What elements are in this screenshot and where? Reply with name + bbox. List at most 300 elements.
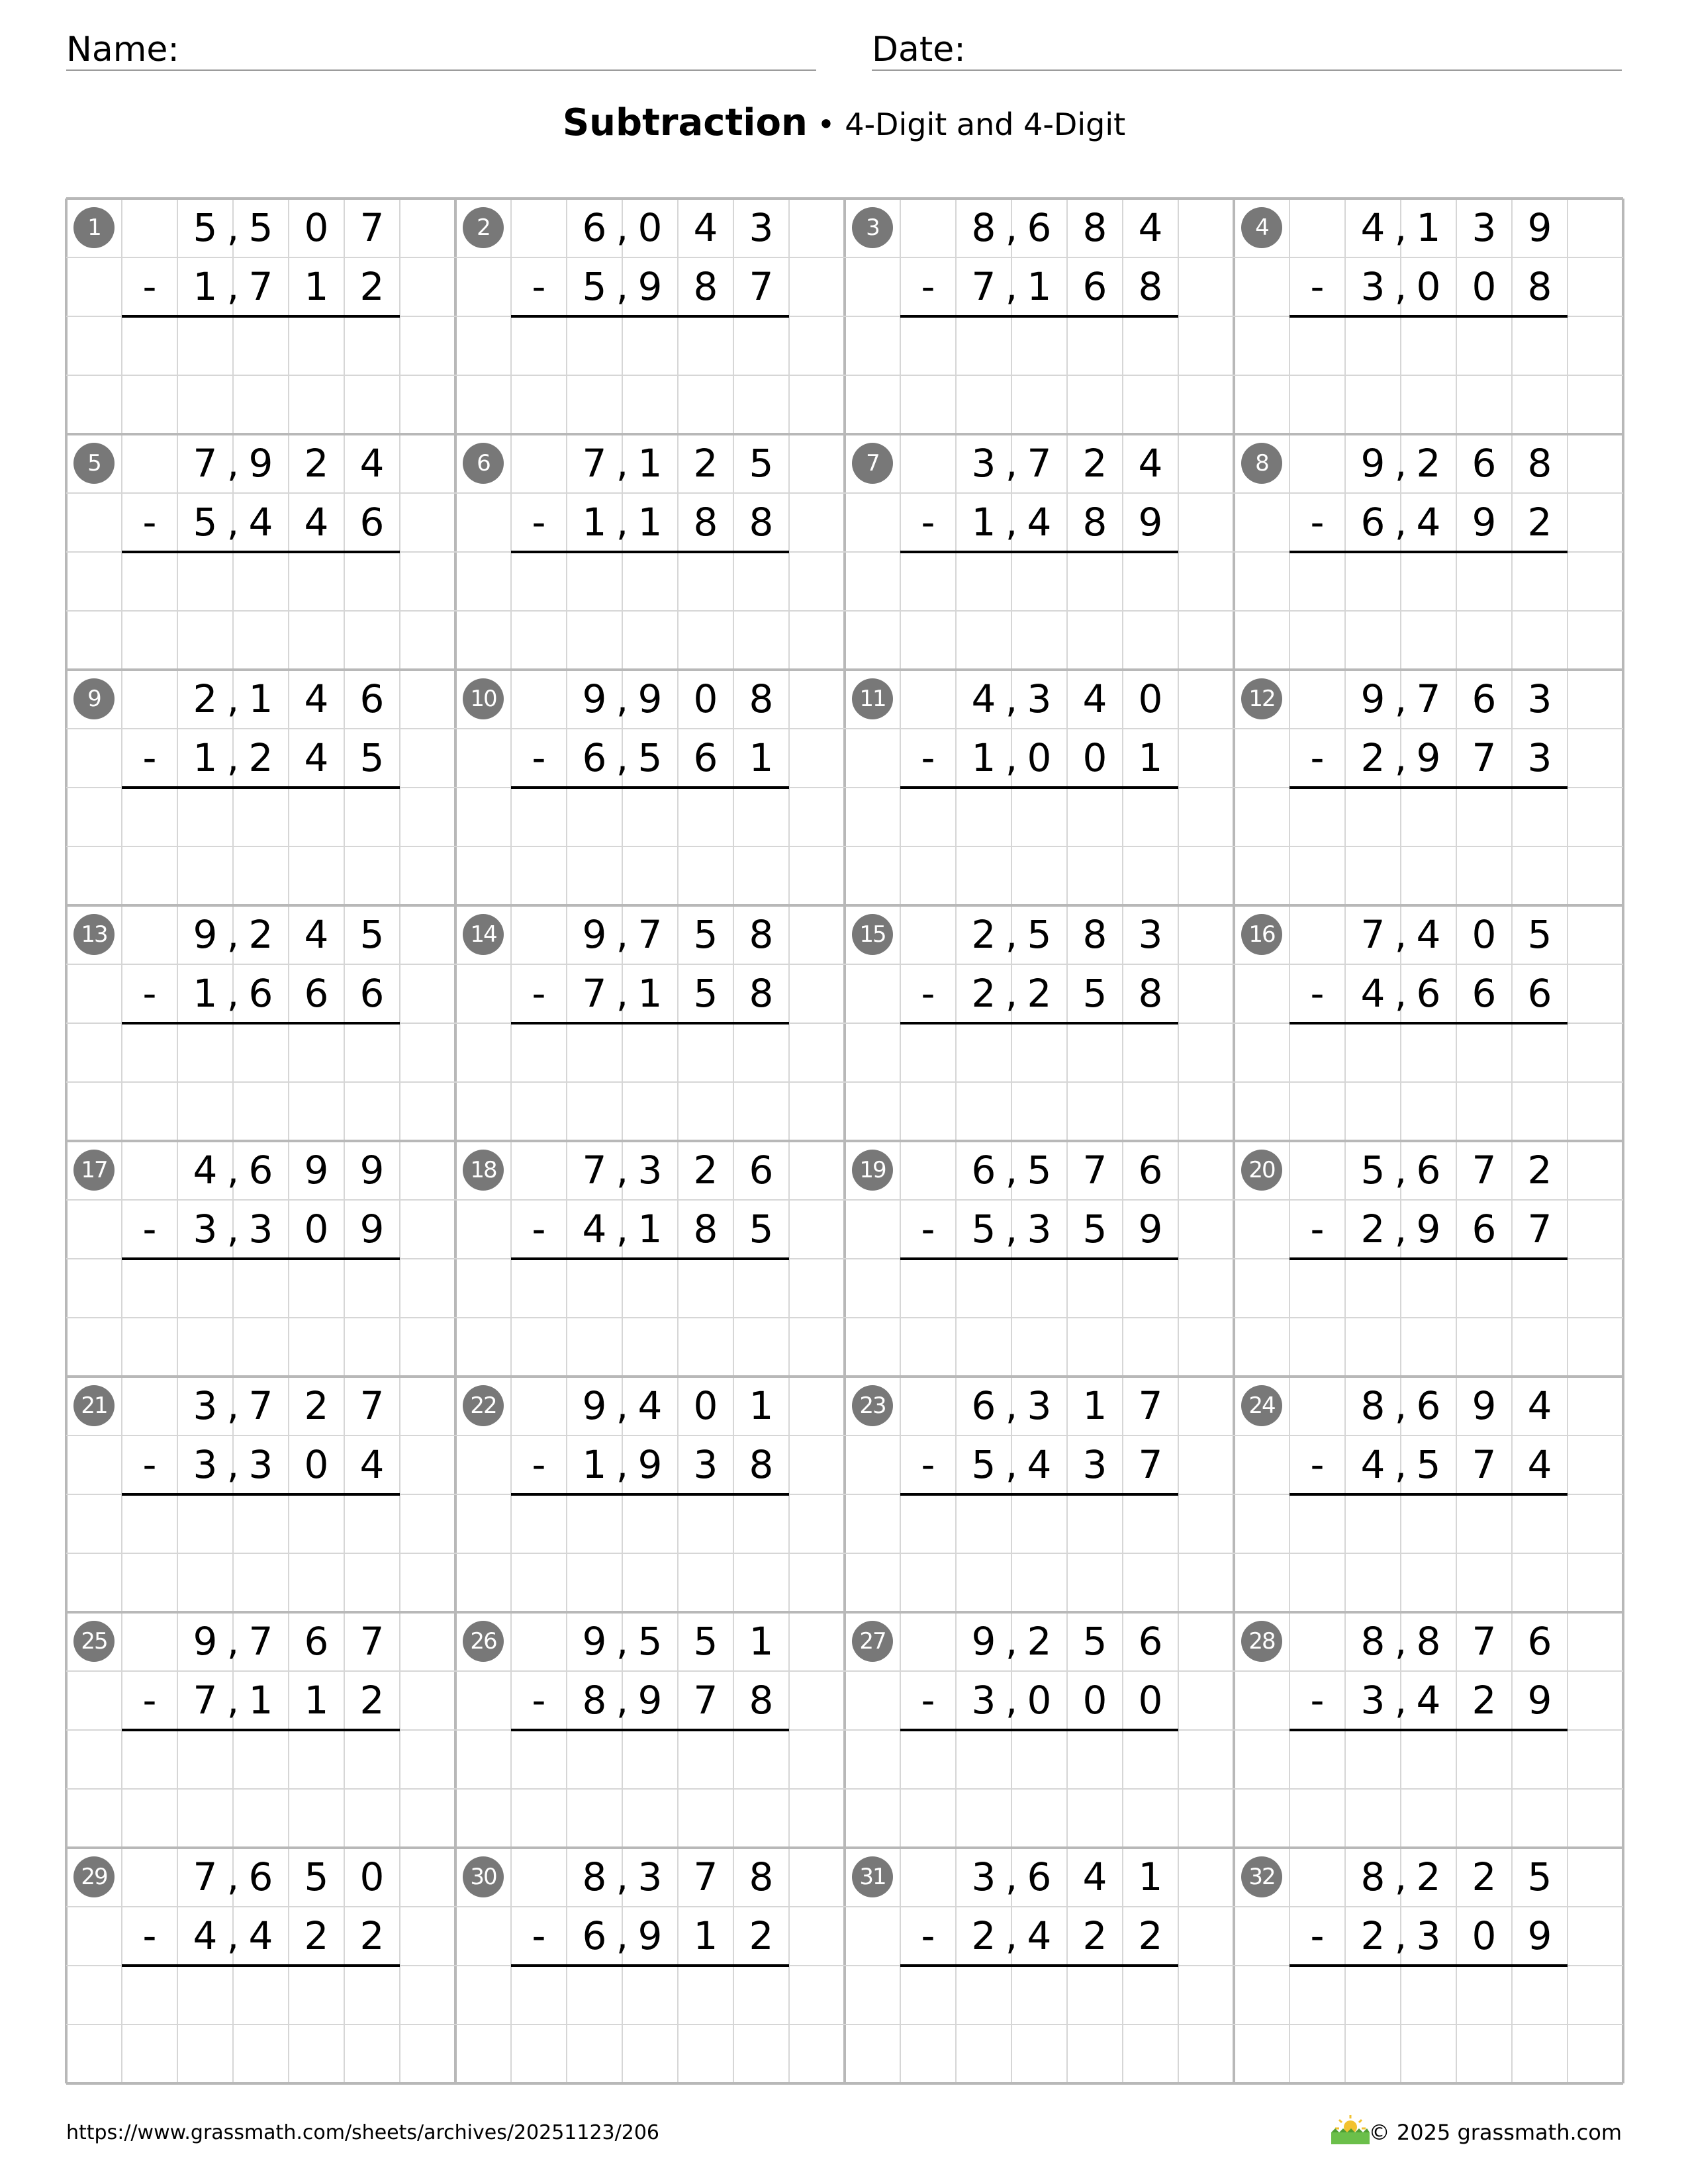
minus-operator: - — [532, 971, 546, 1016]
answer-area[interactable] — [1289, 1966, 1568, 2083]
subtrahend-digit: 6 — [359, 500, 385, 545]
minuend-digit: 2 — [248, 912, 273, 957]
subtrahend-digit: 1 — [582, 500, 607, 545]
thousands-separator: , — [1394, 1913, 1407, 1958]
minuend-digit: 9 — [637, 676, 663, 721]
thousands-separator: , — [616, 1619, 629, 1664]
problem-number: 17 — [81, 1157, 107, 1183]
subtrahend-digit: 4 — [1027, 500, 1052, 545]
answer-area[interactable] — [900, 788, 1178, 905]
minuend-digit: 5 — [359, 912, 385, 957]
minuend-digit: 6 — [1138, 1619, 1163, 1664]
thousands-separator: , — [1005, 971, 1018, 1016]
problem-number: 2 — [477, 214, 490, 241]
minus-operator: - — [921, 735, 935, 780]
minuend-digit: 6 — [971, 1148, 996, 1193]
thousands-separator: , — [1394, 500, 1407, 545]
minuend-digit: 0 — [1472, 912, 1497, 957]
answer-area[interactable] — [900, 1259, 1178, 1377]
minuend-digit: 3 — [1527, 676, 1552, 721]
thousands-separator: , — [226, 1206, 240, 1251]
problem-number: 4 — [1255, 214, 1268, 241]
thousands-separator: , — [226, 1383, 240, 1428]
problem-number: 21 — [81, 1392, 107, 1419]
answer-area[interactable] — [900, 1023, 1178, 1141]
minus-operator: - — [532, 1206, 546, 1251]
thousands-separator: , — [1005, 1206, 1018, 1251]
answer-area[interactable] — [1289, 552, 1568, 670]
minuend-digit: 4 — [1138, 205, 1163, 250]
minuend-digit: 8 — [1082, 205, 1107, 250]
subtrahend-digit: 5 — [971, 1442, 996, 1487]
subtrahend-digit: 5 — [971, 1206, 996, 1251]
minuend-digit: 1 — [749, 1619, 774, 1664]
subtrahend-digit: 3 — [1027, 1206, 1052, 1251]
minus-operator: - — [921, 1442, 935, 1487]
answer-area[interactable] — [122, 1730, 400, 1848]
minuend-digit: 8 — [1360, 1854, 1385, 1899]
subtrahend-digit: 5 — [1082, 1206, 1107, 1251]
answer-area[interactable] — [122, 788, 400, 905]
subtrahend-digit: 6 — [1416, 971, 1441, 1016]
minuend-digit: 4 — [1360, 205, 1385, 250]
subtrahend-digit: 9 — [359, 1206, 385, 1251]
subtrahend-digit: 4 — [1527, 1442, 1552, 1487]
thousands-separator: , — [1005, 676, 1018, 721]
thousands-separator: , — [1394, 912, 1407, 957]
minuend-digit: 7 — [637, 912, 663, 957]
minuend-digit: 9 — [582, 676, 607, 721]
minuend-digit: 4 — [1527, 1383, 1552, 1428]
subtrahend-digit: 7 — [193, 1678, 218, 1723]
subtrahend-digit: 5 — [1082, 971, 1107, 1016]
answer-area[interactable] — [122, 1023, 400, 1141]
thousands-separator: , — [226, 735, 240, 780]
subtrahend-digit: 4 — [248, 500, 273, 545]
minus-operator: - — [142, 1678, 157, 1723]
minuend-digit: 7 — [248, 1383, 273, 1428]
problem-number: 11 — [859, 686, 886, 712]
answer-area[interactable] — [511, 1259, 789, 1377]
thousands-separator: , — [1005, 264, 1018, 309]
minuend-digit: 4 — [637, 1383, 663, 1428]
minuend-digit: 2 — [971, 912, 996, 957]
minuend-digit: 4 — [693, 205, 718, 250]
thousands-separator: , — [226, 205, 240, 250]
subtrahend-digit: 6 — [304, 971, 329, 1016]
subtrahend-digit: 6 — [1082, 264, 1107, 309]
minuend-digit: 0 — [1138, 676, 1163, 721]
minuend-digit: 6 — [582, 205, 607, 250]
subtrahend-digit: 9 — [637, 264, 663, 309]
problem-number: 27 — [859, 1628, 886, 1655]
subtrahend-digit: 1 — [582, 1442, 607, 1487]
subtrahend-digit: 2 — [359, 1913, 385, 1958]
subtrahend-digit: 5 — [582, 264, 607, 309]
subtrahend-digit: 2 — [1472, 1678, 1497, 1723]
subtrahend-digit: 8 — [749, 500, 774, 545]
minuend-digit: 9 — [1527, 205, 1552, 250]
problem-number: 1 — [87, 214, 101, 241]
subtrahend-digit: 7 — [1472, 735, 1497, 780]
problem-number: 12 — [1248, 686, 1275, 712]
minuend-digit: 8 — [582, 1854, 607, 1899]
minus-operator: - — [142, 1913, 157, 1958]
minus-operator: - — [532, 500, 546, 545]
minuend-digit: 3 — [971, 441, 996, 486]
thousands-separator: , — [1394, 1148, 1407, 1193]
answer-area[interactable] — [1289, 1259, 1568, 1377]
answer-area[interactable] — [1289, 1730, 1568, 1848]
subtrahend-digit: 9 — [1416, 735, 1441, 780]
minuend-digit: 7 — [1027, 441, 1052, 486]
name-label: Name: — [66, 30, 179, 69]
subtrahend-digit: 9 — [1138, 500, 1163, 545]
subtrahend-digit: 1 — [693, 1913, 718, 1958]
subtrahend-digit: 1 — [637, 500, 663, 545]
thousands-separator: , — [226, 1678, 240, 1723]
thousands-separator: , — [616, 441, 629, 486]
subtrahend-digit: 7 — [1472, 1442, 1497, 1487]
answer-area[interactable] — [122, 552, 400, 670]
minuend-digit: 9 — [971, 1619, 996, 1664]
minuend-digit: 7 — [1472, 1148, 1497, 1193]
footer-copyright: © 2025 grassmath.com — [1368, 2120, 1622, 2145]
subtrahend-digit: 7 — [1138, 1442, 1163, 1487]
subtrahend-digit: 1 — [304, 264, 329, 309]
minuend-digit: 4 — [1082, 1854, 1107, 1899]
subtrahend-digit: 2 — [749, 1913, 774, 1958]
subtrahend-digit: 2 — [1082, 1913, 1107, 1958]
answer-area[interactable] — [511, 1966, 789, 2083]
thousands-separator: , — [1394, 205, 1407, 250]
subtrahend-digit: 4 — [1360, 1442, 1385, 1487]
thousands-separator: , — [226, 676, 240, 721]
thousands-separator: , — [616, 264, 629, 309]
minuend-digit: 8 — [971, 205, 996, 250]
minuend-digit: 3 — [1027, 1383, 1052, 1428]
subtrahend-digit: 7 — [248, 264, 273, 309]
subtrahend-digit: 3 — [193, 1206, 218, 1251]
minuend-digit: 9 — [582, 1619, 607, 1664]
minuend-digit: 3 — [749, 205, 774, 250]
subtrahend-digit: 5 — [359, 735, 385, 780]
subtrahend-digit: 3 — [1082, 1442, 1107, 1487]
thousands-separator: , — [616, 971, 629, 1016]
subtrahend-digit: 2 — [1527, 500, 1552, 545]
minuend-digit: 2 — [1027, 1619, 1052, 1664]
thousands-separator: , — [226, 1854, 240, 1899]
thousands-separator: , — [1394, 1619, 1407, 1664]
thousands-separator: , — [1394, 1383, 1407, 1428]
minuend-digit: 9 — [582, 912, 607, 957]
problem-number: 15 — [859, 921, 886, 948]
subtrahend-digit: 6 — [693, 735, 718, 780]
subtrahend-digit: 9 — [1527, 1913, 1552, 1958]
thousands-separator: , — [616, 1383, 629, 1428]
subtrahend-digit: 8 — [582, 1678, 607, 1723]
minuend-digit: 5 — [749, 441, 774, 486]
answer-area[interactable] — [511, 788, 789, 905]
minuend-digit: 7 — [582, 1148, 607, 1193]
thousands-separator: , — [616, 676, 629, 721]
minuend-digit: 5 — [1027, 1148, 1052, 1193]
minus-operator: - — [1310, 1206, 1325, 1251]
answer-area[interactable] — [900, 1494, 1178, 1612]
minuend-digit: 8 — [749, 912, 774, 957]
thousands-separator: , — [226, 1442, 240, 1487]
subtrahend-digit: 3 — [1360, 1678, 1385, 1723]
subtrahend-digit: 4 — [1027, 1913, 1052, 1958]
subtrahend-digit: 1 — [193, 735, 218, 780]
problem-number: 31 — [859, 1864, 886, 1890]
subtrahend-digit: 7 — [1527, 1206, 1552, 1251]
minus-operator: - — [142, 1442, 157, 1487]
minus-operator: - — [1310, 735, 1325, 780]
thousands-separator: , — [1394, 971, 1407, 1016]
answer-area[interactable] — [1289, 316, 1568, 434]
subtrahend-digit: 4 — [1416, 1678, 1441, 1723]
problem-number: 30 — [470, 1864, 496, 1890]
thousands-separator: , — [1005, 1913, 1018, 1958]
minuend-digit: 5 — [304, 1854, 329, 1899]
answer-area[interactable] — [511, 316, 789, 434]
subtrahend-digit: 2 — [304, 1913, 329, 1958]
minuend-digit: 6 — [971, 1383, 996, 1428]
subtrahend-digit: 0 — [1082, 735, 1107, 780]
problem-number: 32 — [1248, 1864, 1275, 1890]
minus-operator: - — [1310, 264, 1325, 309]
thousands-separator: , — [1394, 1206, 1407, 1251]
problem-number: 8 — [1255, 450, 1268, 477]
answer-area[interactable] — [1289, 1023, 1568, 1141]
subtrahend-digit: 2 — [1027, 971, 1052, 1016]
answer-area[interactable] — [1289, 788, 1568, 905]
subtrahend-digit: 5 — [637, 735, 663, 780]
minuend-digit: 9 — [359, 1148, 385, 1193]
minuend-digit: 3 — [1138, 912, 1163, 957]
thousands-separator: , — [226, 971, 240, 1016]
subtrahend-digit: 6 — [582, 735, 607, 780]
subtrahend-digit: 2 — [1360, 1913, 1385, 1958]
subtrahend-digit: 6 — [1472, 1206, 1497, 1251]
problem-number: 28 — [1248, 1628, 1275, 1655]
minuend-digit: 7 — [582, 441, 607, 486]
subtrahend-digit: 8 — [1138, 971, 1163, 1016]
subtrahend-digit: 5 — [749, 1206, 774, 1251]
subtrahend-digit: 2 — [971, 971, 996, 1016]
minuend-digit: 5 — [1527, 912, 1552, 957]
minuend-digit: 6 — [1027, 1854, 1052, 1899]
subtrahend-digit: 0 — [1082, 1678, 1107, 1723]
minuend-digit: 8 — [1527, 441, 1552, 486]
thousands-separator: , — [1394, 1854, 1407, 1899]
thousands-separator: , — [616, 912, 629, 957]
minus-operator: - — [921, 1678, 935, 1723]
minuend-digit: 2 — [693, 1148, 718, 1193]
answer-area[interactable] — [122, 1259, 400, 1377]
subtrahend-digit: 3 — [1416, 1913, 1441, 1958]
problem-number: 22 — [470, 1392, 496, 1419]
subtrahend-digit: 9 — [637, 1913, 663, 1958]
thousands-separator: , — [1005, 205, 1018, 250]
subtrahend-digit: 9 — [1527, 1678, 1552, 1723]
subtrahend-digit: 4 — [1360, 971, 1385, 1016]
minuend-digit: 3 — [637, 1148, 663, 1193]
answer-area[interactable] — [900, 1730, 1178, 1848]
minus-operator: - — [532, 735, 546, 780]
minuend-digit: 5 — [693, 912, 718, 957]
subtrahend-digit: 0 — [1416, 264, 1441, 309]
subtrahend-digit: 8 — [749, 1442, 774, 1487]
minus-operator: - — [1310, 971, 1325, 1016]
thousands-separator: , — [226, 1148, 240, 1193]
problem-number: 3 — [866, 214, 879, 241]
subtrahend-digit: 3 — [971, 1678, 996, 1723]
minus-operator: - — [921, 1206, 935, 1251]
minus-operator: - — [1310, 1442, 1325, 1487]
minuend-digit: 3 — [1027, 676, 1052, 721]
subtrahend-digit: 4 — [304, 500, 329, 545]
subtrahend-digit: 4 — [248, 1913, 273, 1958]
subtrahend-digit: 0 — [1472, 264, 1497, 309]
minuend-digit: 9 — [1360, 441, 1385, 486]
subtrahend-digit: 2 — [1138, 1913, 1163, 1958]
minuend-digit: 2 — [1082, 441, 1107, 486]
answer-area[interactable] — [511, 552, 789, 670]
subtrahend-digit: 2 — [359, 264, 385, 309]
minuend-digit: 8 — [1360, 1619, 1385, 1664]
minuend-digit: 1 — [1138, 1854, 1163, 1899]
minuend-digit: 8 — [1082, 912, 1107, 957]
subtrahend-digit: 0 — [1027, 735, 1052, 780]
subtrahend-digit: 2 — [248, 735, 273, 780]
subtrahend-digit: 1 — [749, 735, 774, 780]
minuend-digit: 4 — [304, 912, 329, 957]
subtrahend-digit: 7 — [582, 971, 607, 1016]
minuend-digit: 6 — [1416, 1148, 1441, 1193]
thousands-separator: , — [1394, 735, 1407, 780]
subtrahend-digit: 6 — [1472, 971, 1497, 1016]
subtrahend-digit: 1 — [1027, 264, 1052, 309]
subtrahend-digit: 9 — [637, 1678, 663, 1723]
subtrahend-digit: 8 — [1138, 264, 1163, 309]
problem-number: 24 — [1248, 1392, 1275, 1419]
subtrahend-digit: 3 — [193, 1442, 218, 1487]
subtrahend-digit: 4 — [193, 1913, 218, 1958]
subtrahend-digit: 3 — [1360, 264, 1385, 309]
subtrahend-digit: 0 — [1027, 1678, 1052, 1723]
minuend-digit: 6 — [1472, 441, 1497, 486]
minuend-digit: 6 — [359, 676, 385, 721]
minuend-digit: 7 — [193, 1854, 218, 1899]
subtrahend-digit: 1 — [1138, 735, 1163, 780]
subtrahend-digit: 8 — [693, 264, 718, 309]
minuend-digit: 7 — [1416, 676, 1441, 721]
answer-area[interactable] — [511, 1494, 789, 1612]
thousands-separator: , — [226, 500, 240, 545]
answer-area[interactable] — [122, 1494, 400, 1612]
minuend-digit: 3 — [637, 1854, 663, 1899]
minus-operator: - — [142, 735, 157, 780]
minuend-digit: 2 — [1527, 1148, 1552, 1193]
problem-number: 10 — [470, 686, 496, 712]
minus-operator: - — [921, 971, 935, 1016]
minuend-digit: 1 — [637, 441, 663, 486]
minuend-digit: 5 — [1527, 1854, 1552, 1899]
minuend-digit: 4 — [1138, 441, 1163, 486]
problem-number: 5 — [87, 450, 101, 477]
minuend-digit: 7 — [1472, 1619, 1497, 1664]
subtrahend-digit: 1 — [193, 971, 218, 1016]
subtrahend-digit: 8 — [693, 500, 718, 545]
minus-operator: - — [142, 1206, 157, 1251]
subtrahend-digit: 3 — [248, 1442, 273, 1487]
answer-area[interactable] — [900, 316, 1178, 434]
minuend-digit: 7 — [248, 1619, 273, 1664]
problem-number: 19 — [859, 1157, 886, 1183]
subtrahend-digit: 4 — [359, 1442, 385, 1487]
answer-area[interactable] — [1289, 1494, 1568, 1612]
subtrahend-digit: 6 — [1360, 500, 1385, 545]
subtrahend-digit: 6 — [248, 971, 273, 1016]
minus-operator: - — [142, 500, 157, 545]
answer-area[interactable] — [122, 1966, 400, 2083]
thousands-separator: , — [1005, 1854, 1018, 1899]
minus-operator: - — [921, 1913, 935, 1958]
thousands-separator: , — [1394, 1678, 1407, 1723]
subtrahend-digit: 8 — [749, 971, 774, 1016]
subtrahend-digit: 1 — [637, 971, 663, 1016]
problem-number: 7 — [866, 450, 879, 477]
minuend-digit: 9 — [582, 1383, 607, 1428]
minus-operator: - — [921, 500, 935, 545]
subtrahend-digit: 4 — [1027, 1442, 1052, 1487]
title-subtitle: • 4-Digit and 4-Digit — [807, 107, 1126, 142]
minuend-digit: 5 — [1027, 912, 1052, 957]
minuend-digit: 8 — [749, 676, 774, 721]
subtrahend-digit: 5 — [1416, 1442, 1441, 1487]
answer-area[interactable] — [511, 1730, 789, 1848]
minuend-digit: 2 — [1472, 1854, 1497, 1899]
minuend-digit: 0 — [637, 205, 663, 250]
subtrahend-digit: 4 — [582, 1206, 607, 1251]
subtrahend-digit: 9 — [637, 1442, 663, 1487]
subtrahend-digit: 2 — [1360, 735, 1385, 780]
answer-area[interactable] — [900, 1966, 1178, 2083]
minuend-digit: 3 — [193, 1383, 218, 1428]
minuend-digit: 6 — [1027, 205, 1052, 250]
minuend-digit: 1 — [749, 1383, 774, 1428]
date-label: Date: — [872, 30, 966, 69]
answer-area[interactable] — [511, 1023, 789, 1141]
subtrahend-digit: 1 — [971, 735, 996, 780]
minus-operator: - — [1310, 1913, 1325, 1958]
thousands-separator: , — [616, 735, 629, 780]
minuend-digit: 9 — [193, 1619, 218, 1664]
thousands-separator: , — [1394, 1442, 1407, 1487]
subtrahend-digit: 6 — [582, 1913, 607, 1958]
thousands-separator: , — [1005, 441, 1018, 486]
subtrahend-digit: 6 — [1527, 971, 1552, 1016]
answer-area[interactable] — [900, 552, 1178, 670]
minuend-digit: 7 — [359, 1619, 385, 1664]
minuend-digit: 5 — [637, 1619, 663, 1664]
answer-area[interactable] — [122, 316, 400, 434]
problem-number: 16 — [1248, 921, 1275, 948]
minuend-digit: 2 — [693, 441, 718, 486]
subtrahend-digit: 5 — [693, 971, 718, 1016]
